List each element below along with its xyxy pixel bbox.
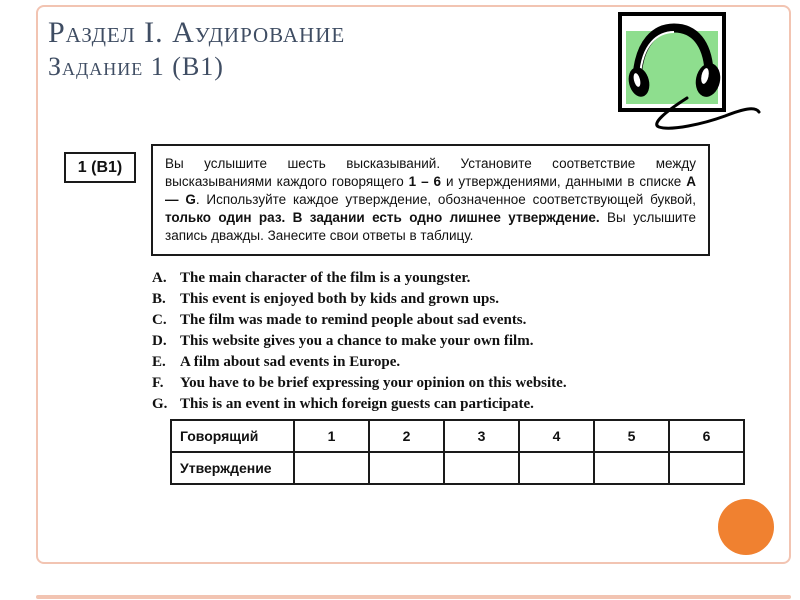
row-label-speaker: Говорящий — [171, 420, 294, 452]
speaker-number-cell: 6 — [669, 420, 744, 452]
statement-text: The main character of the film is a youngster. — [180, 270, 471, 286]
speaker-number-cell: 1 — [294, 420, 369, 452]
cable-scribble-icon — [645, 94, 765, 136]
statement-text: This is an event in which foreign guests can participate. — [180, 396, 534, 412]
statement-letter: E. — [152, 354, 166, 370]
answer-table — [170, 419, 745, 485]
instructions-box — [151, 144, 710, 256]
instruction-segment: 1 – 6 — [408, 174, 442, 189]
answer-cell — [594, 452, 669, 484]
instruction-segment: и утверждениями, данными в списке — [441, 174, 687, 189]
statement-item — [152, 312, 717, 328]
speaker-number-cell: 4 — [519, 420, 594, 452]
title-line1: Раздел I. Аудирование — [48, 16, 346, 49]
statement-item — [152, 333, 717, 349]
statements-list — [152, 270, 717, 417]
speaker-number-cell: 3 — [444, 420, 519, 452]
instruction-segment: Вы услышите запись дважды. Занесите свои ответы в таблицу. — [165, 210, 696, 243]
answer-cell — [369, 452, 444, 484]
theme-orange-circle — [718, 499, 774, 555]
answer-cell — [294, 452, 369, 484]
statement-item — [152, 270, 717, 286]
task-number-box: 1 (В1) — [64, 152, 136, 183]
title-line2: Задание 1 (В1) — [48, 52, 224, 81]
speaker-number-cell: 5 — [594, 420, 669, 452]
statement-letter: C. — [152, 312, 167, 328]
statement-item — [152, 354, 717, 370]
statement-letter: F. — [152, 375, 164, 391]
statement-letter: D. — [152, 333, 167, 349]
answer-cell — [669, 452, 744, 484]
statement-item — [152, 396, 717, 412]
instruction-segment: A — G — [165, 174, 696, 207]
statement-item — [152, 375, 717, 391]
statement-text: A film about sad events in Europe. — [180, 354, 401, 370]
statement-item — [152, 291, 717, 307]
instruction-segment: только один раз. В задании есть одно лишнее утверждение. — [165, 210, 600, 225]
statement-letter: B. — [152, 291, 166, 307]
statement-text: The film was made to remind people about sad events. — [180, 312, 527, 328]
instruction-segment: Вы услышите шесть высказываний. Установите соответствие между высказываниями каждого говорящего — [165, 156, 696, 189]
statement-letter: G. — [152, 396, 168, 412]
speaker-row — [171, 420, 744, 452]
slide-bottom-strip — [36, 595, 791, 599]
slide-title — [48, 16, 345, 82]
statement-text: You have to be brief expressing your opinion on this website. — [180, 375, 567, 391]
row-label-statement: Утверждение — [171, 452, 294, 484]
instruction-segment: . Используйте каждое утверждение, обозначенное соответствующей буквой, — [195, 192, 696, 207]
statement-row — [171, 452, 744, 484]
answer-cell — [444, 452, 519, 484]
statement-text: This website gives you a chance to make your own film. — [180, 333, 534, 349]
answer-cell — [519, 452, 594, 484]
statement-text: This event is enjoyed both by kids and grown ups. — [180, 291, 499, 307]
statement-letter: A. — [152, 270, 167, 286]
speaker-number-cell: 2 — [369, 420, 444, 452]
